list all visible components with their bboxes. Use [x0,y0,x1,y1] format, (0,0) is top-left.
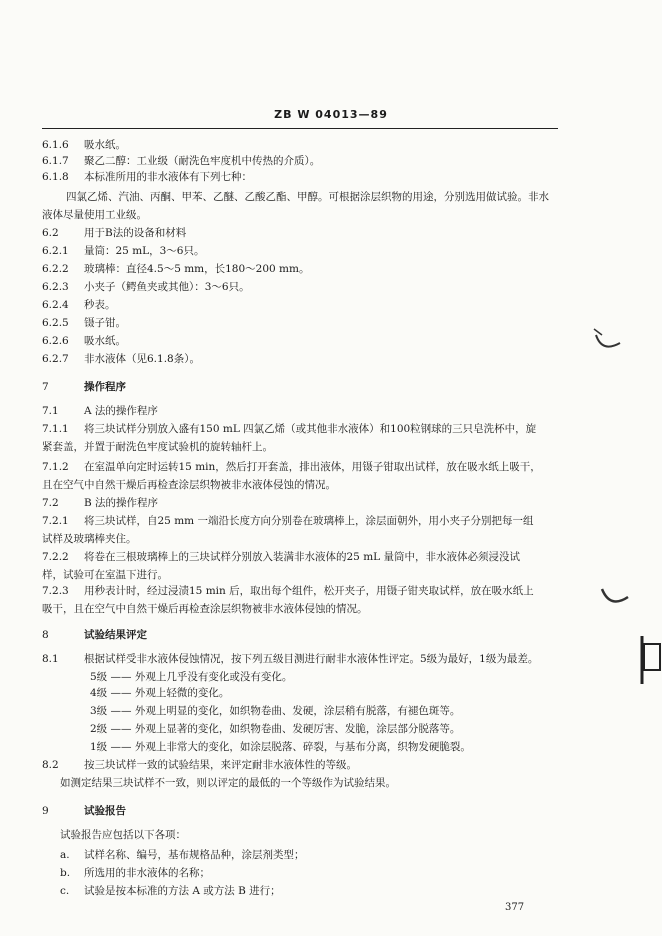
text-line [42,602,368,616]
text-line [42,208,147,222]
text-line [42,352,200,366]
text-line [42,652,538,666]
line-text: 本标准所用的非水液体有下列七种： [84,171,252,183]
section-number: 6.2 [42,227,59,239]
line-text: A 法的操作程序 [84,405,158,417]
text-line [42,550,520,564]
text-line [42,380,126,394]
page-number: 377 [505,902,525,913]
section-number: 8.2 [42,759,59,771]
text-line [60,828,186,842]
text-line [42,514,533,528]
section-number: c. [60,885,70,897]
line-text: 1级 —— 外观上非常大的变化，如涂层脱落、碎裂，与基布分离，织物发硬脆裂。 [90,741,471,753]
line-text: 将卷在三根玻璃棒上的三块试样分别放入装满非水液体的25 mL 量筒中，非水液体必须浸没试 [84,551,520,563]
text-line [42,298,116,312]
text-line [42,440,273,454]
line-text: 试验结果评定 [84,629,147,641]
text-line [42,478,336,492]
section-number: 7.1.1 [42,423,69,435]
section-number: 7.1.2 [42,461,69,473]
line-text: 按三块试样一致的试验结果，来评定耐非水液体性的等级。 [84,759,357,771]
line-text: 试样名称、编号，基布规格品种，涂层剂类型； [84,849,305,861]
text-line [42,334,126,348]
line-text: 在室温单向定时运转15 min，然后打开套盖，排出液体，用镊子钳取出试样，放在吸水纸上吸干， [84,461,541,473]
line-text: 四氯乙烯、汽油、丙酮、甲苯、乙醚、乙酸乙酯、甲醇。可根据涂层织物的用途，分别选用做试验。非水 [66,191,549,203]
text-line [42,628,147,642]
section-number: 6.2.2 [42,263,69,275]
text-line [60,776,396,790]
line-text: 且在空气中自然干燥后再检查涂层织物被非水液体侵蚀的情况。 [42,479,336,491]
line-text: 将三块试样分别放入盛有150 mL 四氯乙烯（或其他非水液体）和100粒钢球的三只皂洗杯中，旋 [84,423,537,435]
line-text: 玻璃棒：直径4.5～5 mm，长180～200 mm。 [84,263,310,275]
section-number: 7.2.1 [42,515,69,527]
line-text: 吸干，且在空气中自然干燥后再检查涂层织物被非水液体侵蚀的情况。 [42,603,368,615]
line-text: 聚乙二醇：工业级（耐洗色牢度机中传热的介质）。 [84,155,321,167]
margin-hook-mark [592,325,628,355]
section-number: 7.2.3 [42,585,69,597]
text-line [42,170,252,184]
text-line [90,740,471,754]
text-line [42,154,320,168]
text-line [90,670,292,684]
line-text: 试验报告 [84,805,126,817]
line-text: 紧套盖，并置于耐洗色牢度试验机的旋转轴杆上。 [42,441,273,453]
text-line [90,686,229,700]
text-line [42,532,137,546]
line-text: 秒表。 [84,299,116,311]
section-number: 7.2 [42,497,59,509]
line-text: 用于B法的设备和材料 [84,227,187,239]
line-text: 样，试验可在室温下进行。 [42,569,168,581]
text-line [42,758,357,772]
text-line [42,262,309,276]
line-text: 如测定结果三块试样不一致，则以评定的最低的一个等级作为试验结果。 [60,777,396,789]
line-text: 小夹子（鳄鱼夹或其他）：3～6只。 [84,281,250,293]
line-text: 根据试样受非水液体侵蚀情况，按下列五级目测进行耐非水液体性评定。5级为最好，1级为最差。 [84,653,539,665]
section-number: 6.2.7 [42,353,69,365]
line-text: 用秒表计时，经过浸渍15 min 后，取出每个组件，松开夹子，用镊子钳夹取试样，放在吸水纸上 [84,585,534,597]
line-text: B 法的操作程序 [84,497,159,509]
line-text: 量筒：25 mL，3～6只。 [84,245,205,257]
section-number: 6.1.6 [42,139,69,151]
text-line [60,866,210,880]
text-line [42,226,186,240]
section-number: 9 [42,805,49,817]
page-header: ZB W 04013—89 [274,108,388,121]
line-text: 将三块试样，自25 mm 一端沿长度方向分别卷在玻璃棒上，涂层面朝外，用小夹子分别把每一组 [84,515,534,527]
text-line [42,568,168,582]
section-number: 7 [42,381,49,393]
text-line [42,404,158,418]
text-line [42,316,126,330]
text-line [66,190,549,204]
text-line [42,244,205,258]
section-number: 8 [42,629,49,641]
text-line [60,848,305,862]
text-line [42,280,250,294]
line-text: 5级 —— 外观上几乎没有变化或没有变化。 [90,671,293,683]
section-number: b. [60,867,71,879]
section-number: 6.2.3 [42,281,69,293]
section-number: 6.1.8 [42,171,69,183]
section-number: 7.1 [42,405,59,417]
text-line [42,804,126,818]
text-line [90,704,460,718]
line-text: 所选用的非水液体的名称； [84,867,210,879]
line-text: 镊子钳。 [84,317,126,329]
section-number: 6.2.6 [42,335,69,347]
text-line [60,884,281,898]
section-number: a. [60,849,70,861]
line-text: 4级 —— 外观上轻微的变化。 [90,687,230,699]
section-number: 6.1.7 [42,155,69,167]
line-text: 吸水纸。 [84,139,126,151]
text-line [42,496,158,510]
header-rule [42,128,558,129]
line-text: 液体尽量使用工业级。 [42,209,147,221]
section-number: 7.2.2 [42,551,69,563]
line-text: 试验报告应包括以下各项： [60,829,186,841]
line-text: 操作程序 [84,381,126,393]
line-text: 非水液体（见6.1.8条）。 [84,353,200,365]
line-text: 2级 —— 外观上显著的变化，如织物卷曲、发硬厉害、发脆，涂层部分脱落等。 [90,723,461,735]
line-text: 3级 —— 外观上明显的变化，如织物卷曲、发硬，涂层稍有脱落，有褪色斑等。 [90,705,461,717]
section-number: 6.2.5 [42,317,69,329]
text-line [42,138,126,152]
line-text: 试验是按本标准的方法 A 或方法 B 进行； [84,885,281,897]
binding-tab-mark [638,630,662,690]
text-line [42,460,541,474]
section-number: 6.2.1 [42,245,69,257]
margin-hook-mark [598,583,634,611]
line-text: 吸水纸。 [84,335,126,347]
text-line [90,722,460,736]
text-line [42,422,536,436]
section-number: 8.1 [42,653,59,665]
section-number: 6.2.4 [42,299,69,311]
text-line [42,584,534,598]
line-text: 试样及玻璃棒夹住。 [42,533,137,545]
